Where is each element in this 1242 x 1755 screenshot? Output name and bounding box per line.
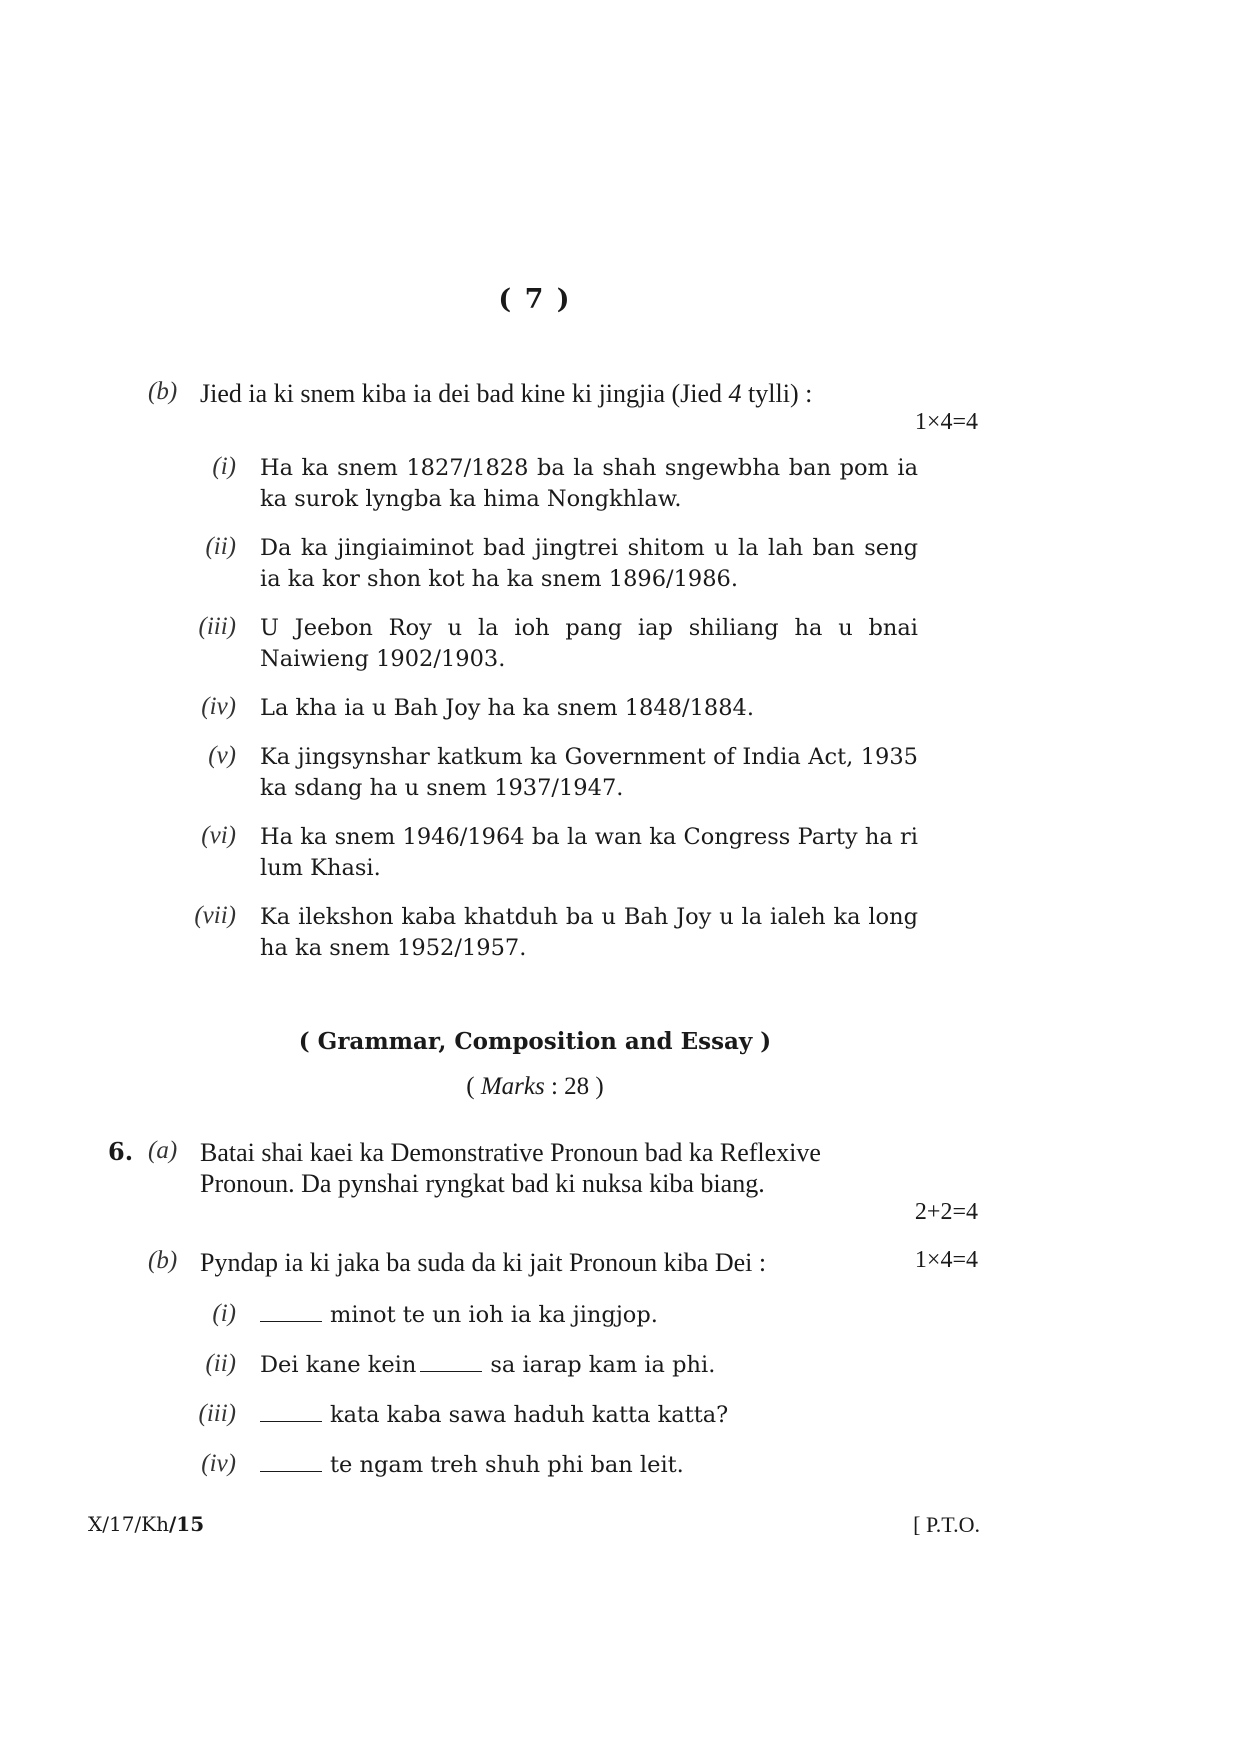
fill-blank-after: te ngam treh shuh phi ban leit. — [330, 1452, 684, 1478]
list-item-label: (ii) — [205, 533, 236, 560]
fill-blank-item — [260, 1350, 918, 1381]
question-6b-text: Pyndap ia ki jaka ba suda da ki jait Pronoun kiba Dei : — [200, 1248, 767, 1277]
page-number: ( 7 ) — [498, 284, 572, 315]
fill-blank-item — [260, 1450, 918, 1481]
fill-blank-item — [260, 1400, 918, 1431]
question-5b-label: (b) — [148, 378, 178, 405]
answer-blank — [260, 1453, 322, 1472]
question-5b-marks: 1×4=4 — [914, 409, 978, 435]
list-item-label: (iii) — [198, 613, 236, 640]
paper-code: X/17/Kh/15 — [88, 1512, 205, 1536]
list-item-label: (vi) — [201, 822, 236, 849]
fill-blank-item — [260, 1300, 918, 1331]
list-item-text: Da ka jingiaiminot bad jingtrei shitom u la lah ban seng ia ka kor shon kot ha ka snem 1896/1986. — [260, 535, 918, 592]
question-6a-text: Batai shai kaei ka Demonstrative Pronoun bad ka Reflexive Pronoun. Da pynshai ryngkat bad ki nuksa kiba biang. — [200, 1138, 821, 1198]
question-6b-marks: 1×4=4 — [914, 1247, 978, 1273]
question-6a-marks: 2+2=4 — [914, 1199, 978, 1225]
list-item-text: U Jeebon Roy u la ioh pang iap shiliang ha u bnai Naiwieng 1902/1903. — [260, 615, 918, 672]
list-item-label: (iv) — [201, 1450, 236, 1477]
fill-blank-after: minot te un ioh ia ka jingjop. — [330, 1302, 658, 1328]
fill-blank-before: Dei kane kein — [260, 1352, 417, 1378]
list-item-text: Ha ka snem 1827/1828 ba la shah sngewbha ban pom ia ka surok lyngba ka hima Nongkhlaw. — [260, 455, 918, 512]
answer-blank — [260, 1303, 322, 1322]
list-item-label: (iii) — [198, 1400, 236, 1427]
please-turn-over: [ P.T.O. — [913, 1512, 980, 1537]
list-item-label: (iv) — [201, 693, 236, 720]
list-item-label: (i) — [212, 1300, 236, 1327]
fill-blank-after: kata kaba sawa haduh katta katta? — [330, 1402, 729, 1428]
list-item-text: La kha ia u Bah Joy ha ka snem 1848/1884. — [260, 695, 754, 721]
question-6b-label: (b) — [148, 1247, 178, 1274]
list-item-label: (ii) — [205, 1350, 236, 1377]
question-5b-instruction: Jied ia ki snem kiba ia dei bad kine ki jingjia (Jied 4 tylli) : — [200, 379, 813, 408]
list-item-label: (v) — [208, 742, 236, 769]
list-item-label: (vii) — [194, 902, 236, 929]
fill-blank-after: sa iarap kam ia phi. — [490, 1352, 716, 1378]
answer-blank — [420, 1353, 482, 1372]
question-6-number: 6. — [108, 1137, 134, 1166]
list-item-label: (i) — [212, 453, 236, 480]
answer-blank — [260, 1403, 322, 1422]
list-item-text: Ka ilekshon kaba khatduh ba u Bah Joy u la ialeh ka long ha ka snem 1952/1957. — [260, 904, 918, 961]
list-item-text: Ka jingsynshar katkum ka Government of India Act, 1935 ka sdang ha u snem 1937/1947. — [260, 744, 918, 801]
question-6a-label: (a) — [148, 1137, 178, 1164]
list-item-text: Ha ka snem 1946/1964 ba la wan ka Congress Party ha ri lum Khasi. — [260, 824, 918, 881]
section-heading: ( Grammar, Composition and Essay ) — [298, 1028, 772, 1055]
section-marks: ( Marks : 28 ) — [466, 1073, 604, 1100]
